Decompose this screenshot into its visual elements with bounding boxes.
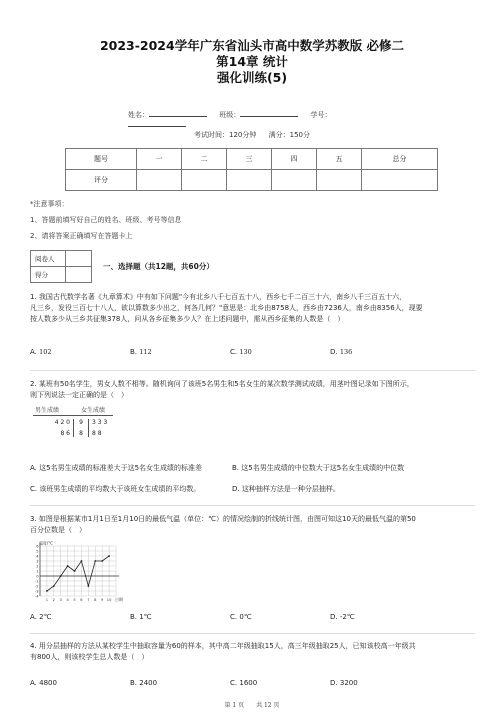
stem-header-left: 男生成绩: [35, 407, 60, 414]
grader-reviewer-label: 阅卷人: [31, 251, 66, 267]
question-divider: [30, 633, 475, 634]
question-2-line: 则下列说法一定正确的是（ ）: [30, 391, 128, 399]
stem-header-right: 女生成绩: [81, 407, 106, 414]
grader-box: [30, 250, 92, 283]
score-table-row: [66, 170, 438, 191]
option-label: A.: [30, 613, 37, 621]
page-footer: 第 1 页 共 12 页: [224, 702, 280, 709]
doc-title-line2: 第14章 统计: [216, 54, 288, 69]
question-4-text: [30, 641, 416, 663]
score-header-cell: 二: [182, 149, 227, 170]
student-info-row: [128, 110, 388, 130]
option-value: 112: [139, 348, 152, 356]
q2-option-b[interactable]: [232, 463, 404, 473]
score-header-cell: 总分: [362, 149, 438, 170]
doc-title-line3: 强化训练(5): [216, 70, 288, 85]
q2-option-d[interactable]: [232, 484, 340, 494]
q4-option-a[interactable]: [30, 679, 57, 687]
option-value: 0℃: [239, 613, 252, 621]
class-field[interactable]: [240, 116, 298, 117]
score-cell[interactable]: [362, 170, 438, 191]
data-point: [46, 590, 48, 592]
q2-option-a[interactable]: [30, 463, 202, 473]
question-1-line: 按人数多少从三乡共征集378人，问从各乡征集多少人？在上述问题中，需从西乡征集的人数是（ ）: [30, 315, 345, 323]
question-2-text: [30, 379, 414, 401]
option-value: 2℃: [39, 613, 52, 621]
grader-score-label: 得分: [31, 267, 66, 283]
notes-item: 1、答题前填写好自己的姓名、班级、考号等信息: [30, 216, 182, 224]
x-tick-label: 1: [45, 598, 49, 602]
question-1-line: 1. 我国古代数学名著《九章算术》中有如下问题"今有北乡八千七百五十八，西乡七千二百三十六，南乡八千三百五十六，: [30, 293, 407, 301]
option-label: B.: [130, 613, 138, 621]
x-tick-label: 4: [66, 598, 69, 602]
y-tick-label: -3: [34, 589, 39, 594]
score-header-cell: 题号: [66, 149, 137, 170]
y-tick-label: 0: [36, 574, 39, 579]
x-tick-label: 10: [106, 598, 112, 602]
score-table-header: [66, 149, 438, 170]
data-point: [101, 560, 103, 562]
option-value: 130: [239, 348, 252, 356]
y-tick-label: 5: [36, 549, 39, 554]
question-3-line: 3. 如图是根据某市1月1日至1月10日的最低气温（单位：℃）的情况绘制的折线统计图，由图可知这10天的最低气温的第50: [30, 515, 416, 523]
question-divider: [30, 370, 475, 371]
y-tick-label: 6: [36, 544, 39, 549]
option-label: A.: [30, 348, 37, 356]
y-tick-label: 2: [36, 564, 39, 569]
q3-option-c[interactable]: [230, 613, 252, 621]
option-text: 这5名男生成绩的标准差大于这5名女生成绩的标准差: [39, 464, 203, 472]
name-label: 姓名：: [128, 111, 149, 119]
question-1-line: 凡三乡，发役三百七十八人，欲以算数多少出之，何各几何？"意思是：北乡由8758人，西乡由7236人，南乡由8356人，现要: [30, 304, 423, 312]
data-point: [60, 575, 62, 577]
x-tick-label: 6: [80, 598, 83, 602]
q1-option-c[interactable]: [230, 348, 252, 356]
temperature-line-chart: [28, 540, 128, 605]
score-cell[interactable]: [272, 170, 317, 191]
exam-time: 考试时间：120分钟: [194, 131, 257, 139]
data-point: [108, 555, 110, 557]
option-label: C.: [230, 679, 238, 687]
option-label: C.: [230, 613, 238, 621]
y-tick-label: -4: [34, 594, 39, 599]
data-point: [67, 565, 69, 567]
notes-item: 2、请将答案正确填写在答题卡上: [30, 232, 133, 240]
x-tick-label: 7: [87, 598, 90, 602]
q3-option-a[interactable]: [30, 613, 51, 621]
option-text: 这种抽样方法是一种分层抽样。: [241, 485, 340, 493]
question-2-line: 2. 某班有50名学生，男女人数不相等。随机询问了该班5名男生和5名女生的某次数学测试成绩，用茎叶图记录如下图所示，: [30, 380, 414, 388]
option-label: C.: [230, 348, 238, 356]
option-value: 3200: [339, 679, 358, 687]
stem-leaf-plot: [33, 405, 113, 437]
x-tick-label: 5: [73, 598, 76, 602]
data-point: [81, 560, 83, 562]
option-label: A.: [30, 679, 37, 687]
y-tick-label: -2: [34, 584, 39, 589]
q4-option-b[interactable]: [130, 679, 157, 687]
score-header-cell: 三: [227, 149, 272, 170]
score-cell[interactable]: [137, 170, 182, 191]
x-tick-label: 2: [52, 598, 55, 602]
stem-row: [33, 419, 110, 426]
leaf-left: 8 6: [60, 430, 70, 437]
score-cell[interactable]: [182, 170, 227, 191]
option-value: -2℃: [339, 613, 355, 621]
option-label: B.: [130, 679, 138, 687]
option-label: B.: [130, 348, 138, 356]
y-tick-label: 1: [36, 569, 39, 574]
section-title: 一、选择题（共12题，共60分）: [103, 262, 214, 271]
name-field[interactable]: [149, 116, 207, 117]
y-axis-label: 温度/℃: [39, 540, 53, 546]
notes-title: *注意事项：: [30, 200, 69, 208]
option-label: C.: [30, 485, 38, 493]
question-3-line: 百分位数是（ ）: [30, 526, 86, 534]
q3-option-b[interactable]: [130, 613, 152, 621]
x-axis-label: 日期: [115, 597, 123, 602]
option-value: 1600: [239, 679, 258, 687]
score-cell[interactable]: [317, 170, 362, 191]
option-label: A.: [30, 464, 37, 472]
score-header-cell: 五: [317, 149, 362, 170]
leaf-right: 8 8: [92, 430, 102, 437]
data-point: [74, 570, 76, 572]
stem: 9: [74, 419, 89, 426]
score-header-cell: 一: [137, 149, 182, 170]
class-label: 班级：: [219, 111, 241, 119]
option-text: 这5名男生成绩的中位数大于这5名女生成绩的中位数: [241, 464, 405, 472]
option-label: D.: [330, 679, 338, 687]
grader-reviewer-cell[interactable]: [66, 251, 92, 267]
q4-option-d[interactable]: [330, 679, 358, 687]
option-label: D.: [330, 348, 338, 356]
score-header-cell: 四: [272, 149, 317, 170]
question-divider: [30, 505, 475, 506]
option-value: 136: [339, 348, 353, 356]
number-label: 学号：: [310, 111, 332, 119]
option-value: 102: [39, 348, 52, 356]
score-table: [65, 148, 438, 191]
x-tick-label: 8: [94, 598, 97, 602]
stem-leaf-table: [33, 419, 110, 437]
q1-option-b[interactable]: [130, 348, 152, 356]
q2-option-c[interactable]: [30, 484, 200, 494]
series-line: [47, 556, 109, 591]
y-tick-label: -1: [34, 579, 39, 584]
score-row-label: 评分: [66, 170, 137, 191]
doc-title-line1: 2023-2024学年广东省汕头市高中数学苏教版 必修二: [99, 38, 405, 53]
leaf-left: 4 2 0: [54, 419, 70, 426]
question-4-line: 有800人，则该校学生总人数是（ ）: [30, 653, 149, 661]
number-field[interactable]: [128, 126, 186, 127]
leaf-right: 3 3 3: [92, 419, 108, 426]
option-value: 1℃: [139, 613, 152, 621]
q3-option-d[interactable]: [330, 613, 355, 621]
x-tick-label: 3: [59, 598, 62, 602]
stem-row: [33, 426, 110, 437]
option-label: D.: [232, 485, 240, 493]
question-3-text: [30, 514, 416, 536]
option-value: 4800: [39, 679, 57, 687]
q1-option-d[interactable]: [330, 348, 352, 356]
full-score: 满分：150分: [268, 131, 310, 139]
exam-meta: [0, 130, 504, 140]
question-4-line: 4. 用分层抽样的方法从某校学生中抽取容量为60的样本，其中高二年级抽取15人，高三年级抽取25人，已知该校高一年级共: [30, 642, 416, 650]
question-1-text: [30, 292, 423, 325]
y-tick-label: 4: [36, 554, 39, 559]
grader-score-cell[interactable]: [66, 267, 92, 283]
q1-option-a[interactable]: [30, 348, 52, 356]
y-tick-label: 3: [36, 559, 39, 564]
option-value: 2400: [139, 679, 158, 687]
option-text: 该班男生成绩的平均数大于该班女生成绩的平均数。: [39, 485, 201, 493]
data-point: [87, 585, 89, 587]
x-tick-label: 9: [101, 598, 104, 602]
stem: 8: [74, 426, 89, 437]
q4-option-c[interactable]: [230, 679, 257, 687]
option-label: D.: [330, 613, 338, 621]
option-label: B.: [232, 464, 240, 472]
data-point: [53, 585, 55, 587]
data-point: [94, 560, 96, 562]
score-cell[interactable]: [227, 170, 272, 191]
